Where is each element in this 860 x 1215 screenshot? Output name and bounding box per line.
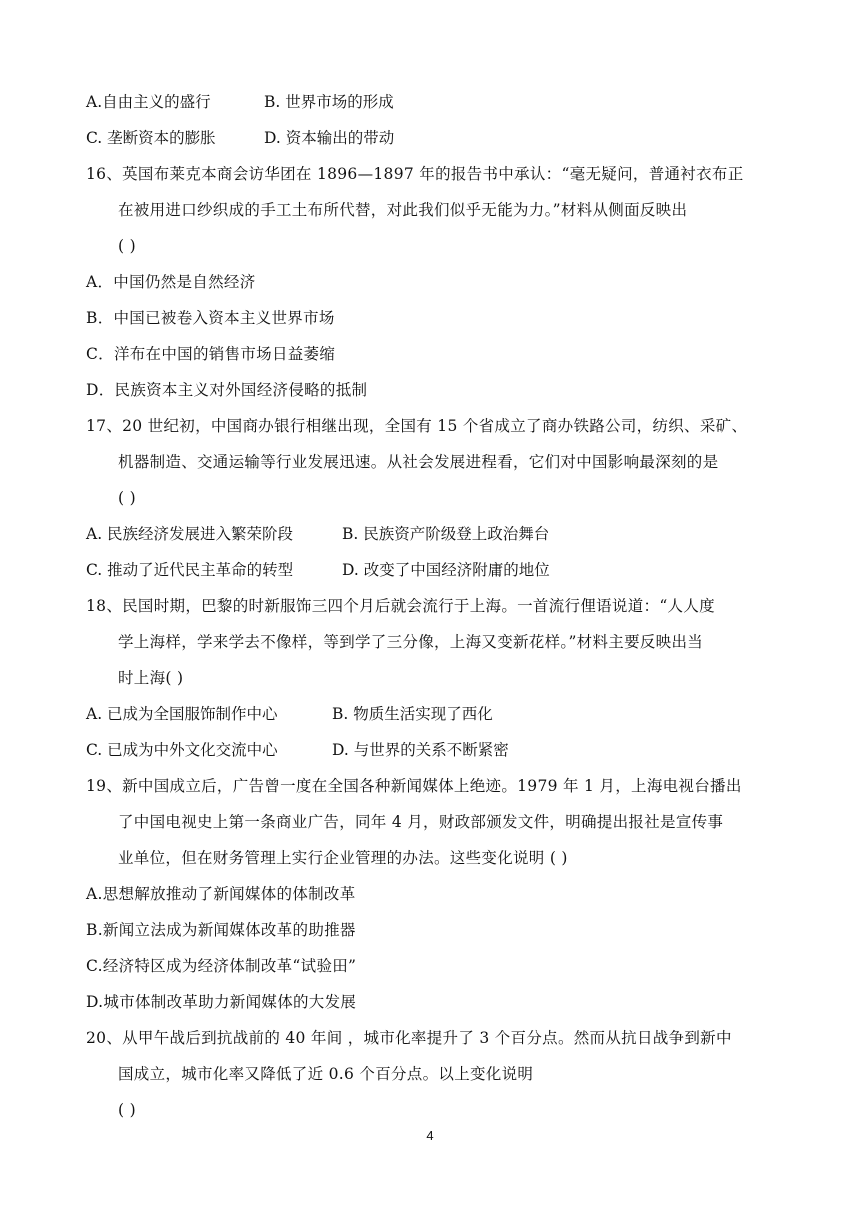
q18-option-row-1 [86,704,786,724]
q15-option-row-1 [86,92,786,112]
q17-option-row-2 [86,560,786,580]
q18-stem-line-1: 18、民国时期，巴黎的时新服饰三四个月后就会流行于上海。一首流行俚语说道：“人人度 [86,597,715,615]
q16-stem-line-2: 在被用进口纱织成的手工土布所代替，对此我们似乎无能为力。”材料从侧面反映出 [118,201,688,219]
q15-option-b: B. 世界市场的形成 [264,93,394,111]
q18-option-a: A. 已成为全国服饰制作中心 [86,705,278,723]
page-number: 4 [426,1128,434,1143]
q18-option-c: C. 已成为中外文化交流中心 [86,741,278,759]
q19-stem-line-1: 19、新中国成立后，广告曾一度在全国各种新闻媒体上绝迹。1979 年 1 月，上海电视台播出 [86,777,742,795]
q15-option-a: A.自由主义的盛行 [86,93,211,111]
q17-stem-line-2: 机器制造、交通运输等行业发展迅速。从社会发展进程看，它们对中国影响最深刻的是 [118,453,719,471]
q17-answer-blank: ( ) [118,489,136,507]
q18-option-d: D. 与世界的关系不断紧密 [332,741,509,759]
q15-option-d: D. 资本输出的带动 [264,129,395,147]
q20-stem-line-1: 20、从甲午战后到抗战前的 40 年间 ，城市化率提升了 3 个百分点。然而从抗日战争到新中 [86,1029,732,1047]
q19-option-b: B.新闻立法成为新闻媒体改革的助推器 [86,921,356,939]
q17-option-d: D. 改变了中国经济附庸的地位 [342,561,550,579]
q16-option-b: B．中国已被卷入资本主义世界市场 [86,309,335,327]
q16-option-d: D．民族资本主义对外国经济侵略的抵制 [86,381,368,399]
q15-option-c: C. 垄断资本的膨胀 [86,129,216,147]
q15-option-row-2 [86,128,786,148]
q16-option-a: A．中国仍然是自然经济 [86,273,256,291]
q18-option-row-2 [86,740,786,760]
q16-option-c: C．洋布在中国的销售市场日益萎缩 [86,345,336,363]
q18-stem-line-3: 时上海( ) [118,669,184,687]
q16-stem-line-1: 16、英国布莱克本商会访华团在 1896—1897 年的报告书中承认：“毫无疑问，普通衬衣布正 [86,165,744,183]
q20-answer-blank: ( ) [118,1101,136,1119]
q18-stem-line-2: 学上海样，学来学去不像样，等到学了三分像，上海又变新花样。”材料主要反映出当 [118,633,704,651]
q19-option-c: C.经济特区成为经济体制改革“试验田” [86,957,357,975]
q19-option-a: A.思想解放推动了新闻媒体的体制改革 [86,885,356,903]
q20-stem-line-2: 国成立，城市化率又降低了近 0.6 个百分点。以上变化说明 [118,1065,534,1083]
q19-option-d: D.城市体制改革助力新闻媒体的大发展 [86,993,357,1011]
q17-option-row-1 [86,524,786,544]
q17-option-a: A. 民族经济发展进入繁荣阶段 [86,525,294,543]
q17-stem-line-1: 17、20 世纪初，中国商办银行相继出现，全国有 15 个省成立了商办铁路公司，纺织、采矿、 [86,417,748,435]
q19-stem-line-3: 业单位，但在财务管理上实行企业管理的办法。这些变化说明 ( ) [118,849,568,867]
q17-option-c: C. 推动了近代民主革命的转型 [86,561,294,579]
q19-stem-line-2: 了中国电视史上第一条商业广告，同年 4 月，财政部颁发文件，明确提出报社是宣传事 [118,813,724,831]
q18-option-b: B. 物质生活实现了西化 [332,705,493,723]
q16-answer-blank: ( ) [118,237,136,255]
q17-option-b: B. 民族资产阶级登上政治舞台 [342,525,550,543]
